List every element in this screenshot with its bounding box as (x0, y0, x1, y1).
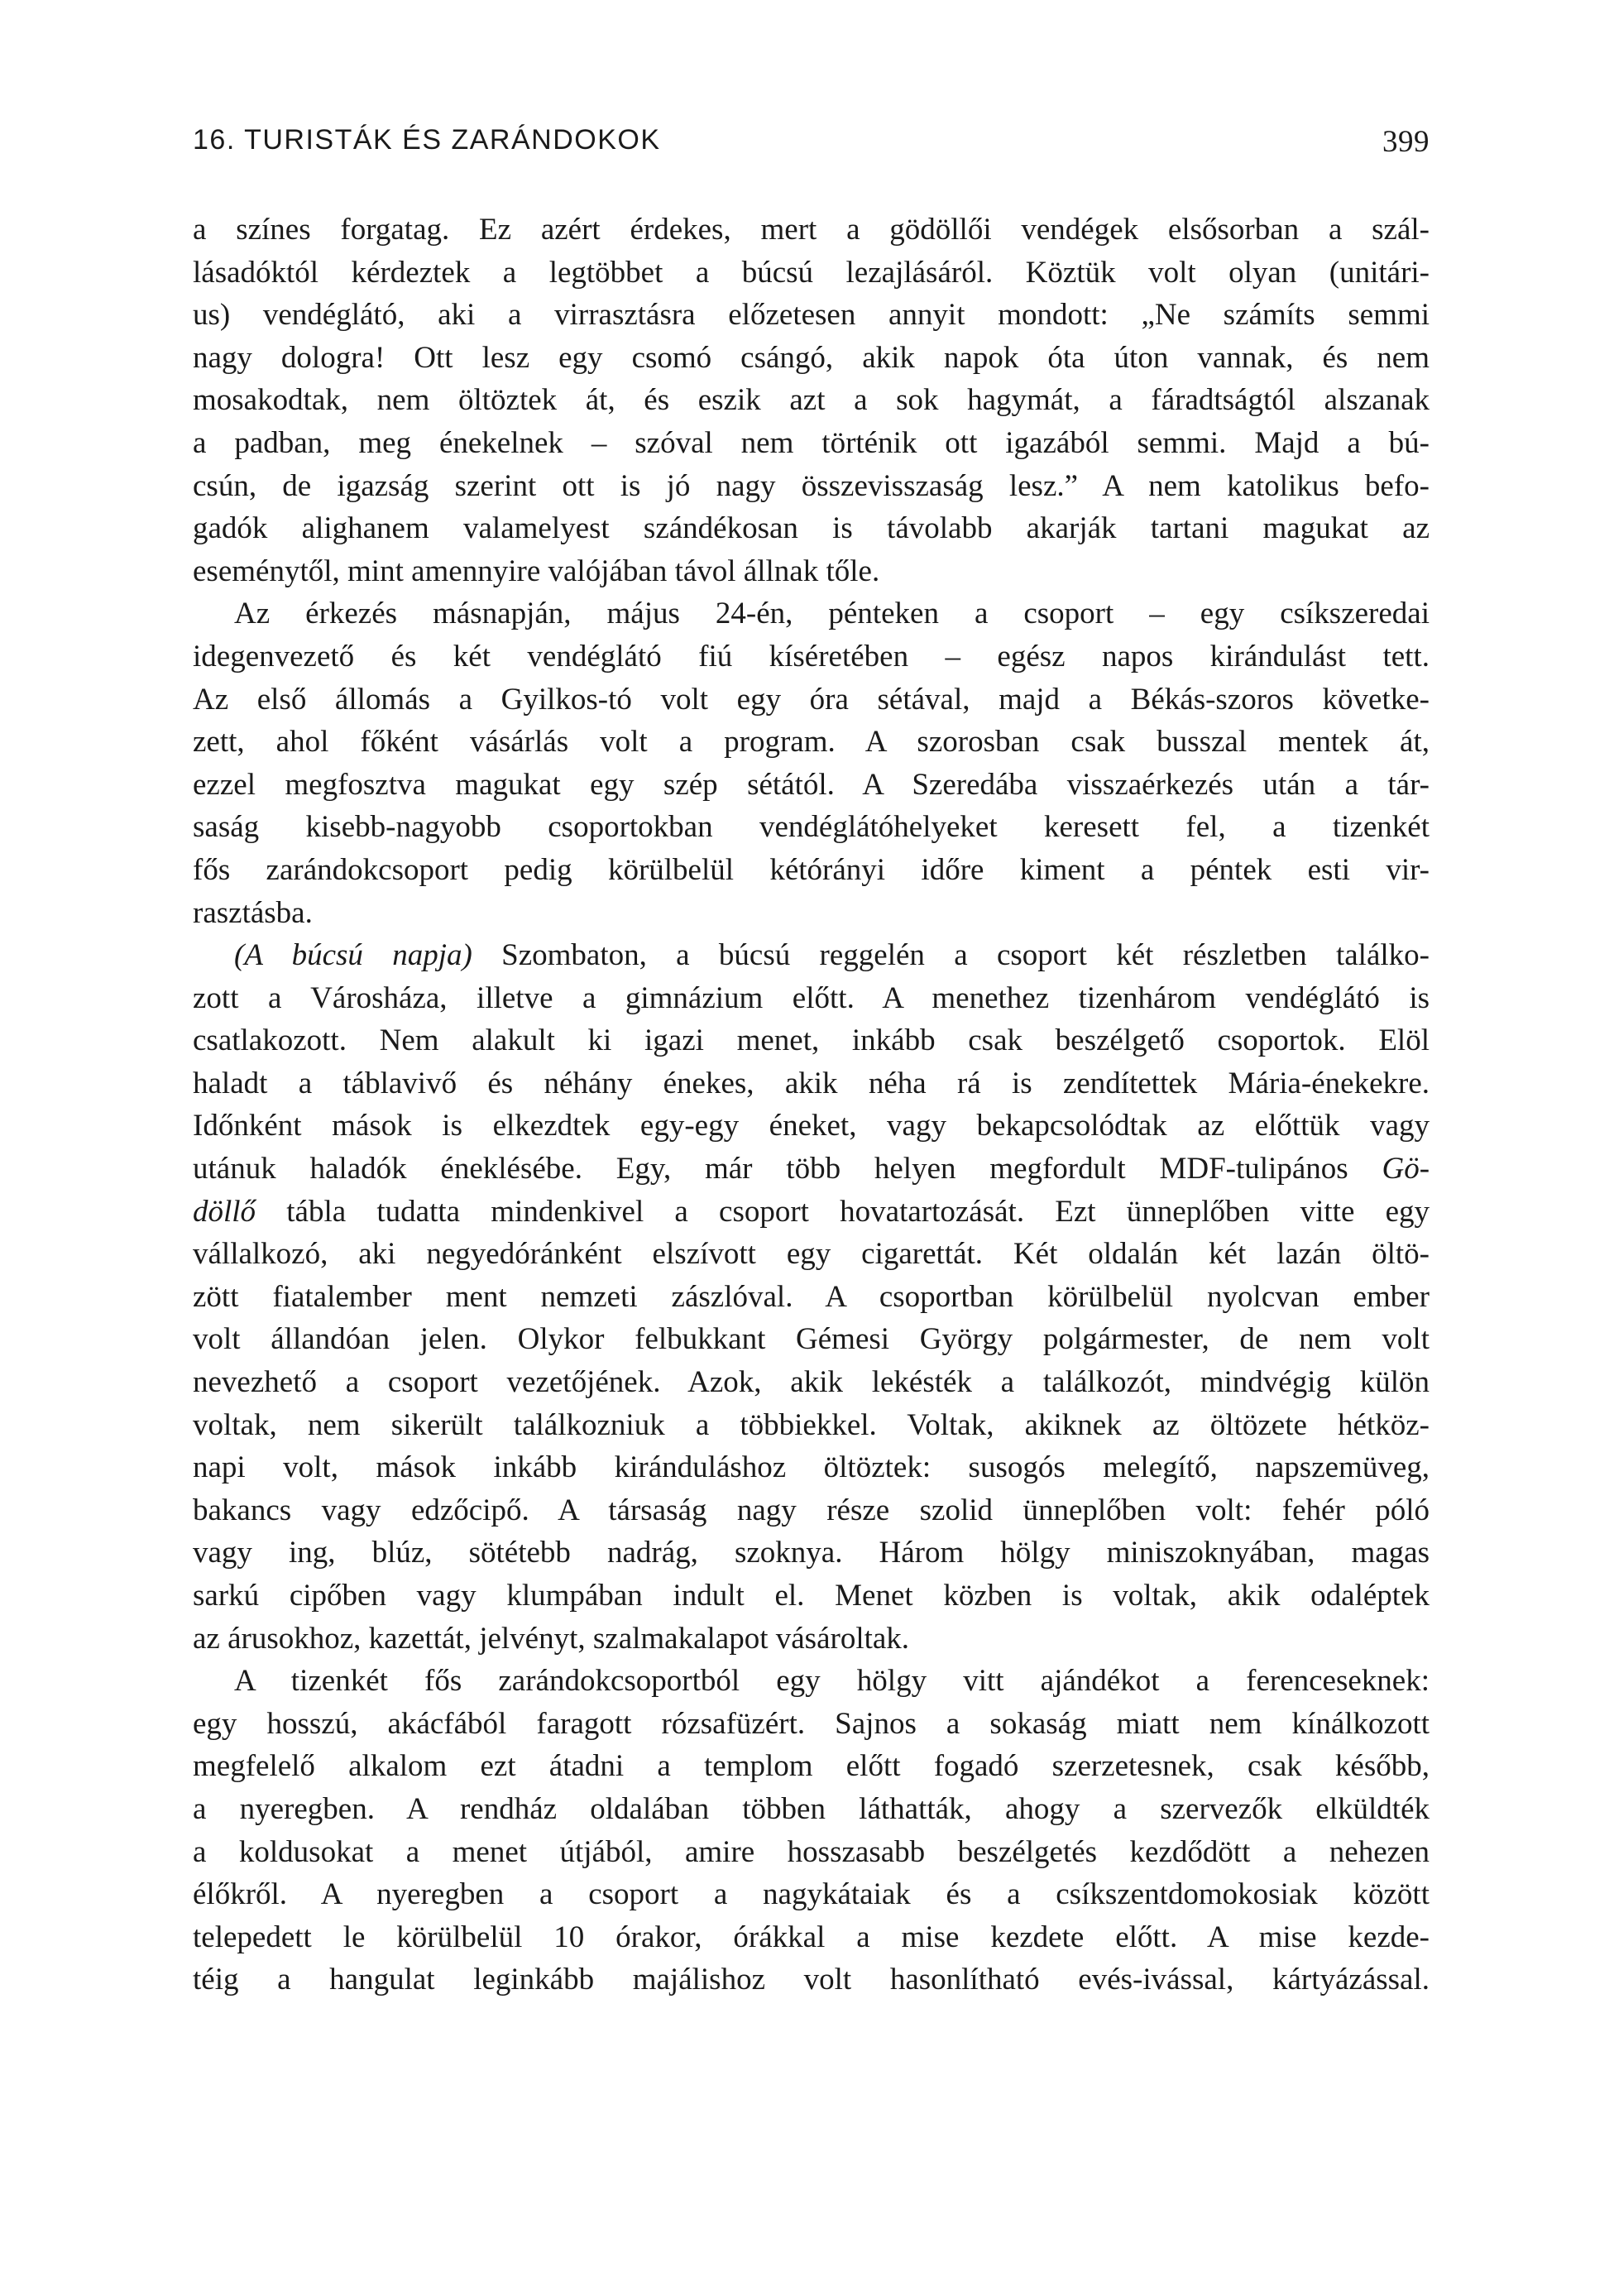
text-line (193, 1191, 1430, 1234)
text-line (193, 934, 1430, 977)
text-line: mosakodtak, nem öltöztek át, és eszik azt a sok hagymát, a fáradtságtól alszanak (193, 383, 1430, 418)
text-line: a nyeregben. A rendház oldalában többen láthatták, ahogy a szervezők elküldték (193, 1791, 1430, 1826)
text-line: csún, de igazság szerint ott is jó nagy összevisszaság lesz.” A nem katolikus befo- (193, 468, 1430, 503)
text-run: tábla tudatta mindenkivel a csoport hovatartozását. Ezt ünneplőben vitte egy (286, 1194, 1430, 1229)
paragraph (193, 934, 1430, 1660)
text-line: a koldusokat a menet útjából, amire hosszasabb beszélgetés kezdődött a nehezen (193, 1834, 1430, 1869)
text-line: Az első állomás a Gyilkos-tó volt egy óra sétával, majd a Békás-szoros követke- (193, 682, 1430, 717)
text-line (193, 1148, 1430, 1191)
text-line: rasztásba. (193, 895, 313, 930)
text-line: Az érkezés másnapján, május 24-én, pénteken a csoport – egy csíkszeredai (234, 597, 1430, 631)
text-line: nagy dologra! Ott lesz egy csomó csángó, akik napok óta úton vannak, és nem (193, 340, 1430, 375)
text-run: utánuk haladók éneklésébe. Egy, már több helyen megfordult MDF-tulipános (193, 1152, 1348, 1186)
running-header (193, 124, 1430, 165)
text-line: zott a Városháza, illetve a gimnázium előtt. A menethez tizenhárom vendéglátó is (193, 980, 1430, 1015)
text-line: élőkről. A nyeregben a csoport a nagykátaiak és a csíkszentdomokosiak között (193, 1877, 1430, 1912)
text-line: idegenvezető és két vendéglátó fiú kíséretében – egész napos kirándulást tett. (193, 639, 1430, 673)
text-line: us) vendéglátó, aki a virrasztásra előzetesen annyit mondott: „Ne számíts semmi (193, 298, 1430, 333)
body-text (193, 209, 1430, 2001)
text-line: napi volt, mások inkább kiránduláshoz öltöztek: susogós melegítő, napszemüveg, (193, 1450, 1430, 1485)
text-line: haladt a táblavivő és néhány énekes, akik néha rá is zendítettek Mária-énekekre. (193, 1066, 1430, 1100)
text-line: lásadóktól kérdeztek a legtöbbet a búcsú lezajlásáról. Köztük volt olyan (unitári- (193, 255, 1430, 290)
text-run: Szombaton, a búcsú reggelén a csoport két részletben találko- (501, 938, 1430, 973)
place-name-italic: Gö- (1382, 1152, 1430, 1186)
text-line: vállalkozó, aki negyedóránként elszívott egy cigarettát. Két oldalán két lazán öltö- (193, 1237, 1430, 1272)
text-line: voltak, nem sikerült találkozniuk a többiekkel. Voltak, akiknek az öltözete hétköz- (193, 1407, 1430, 1442)
chapter-title: 16. TURISTÁK ÉS ZARÁNDOKOK (193, 124, 661, 156)
text-line: a színes forgatag. Ez azért érdekes, mert a gödöllői vendégek elsősorban a szál- (193, 213, 1430, 247)
text-line: nevezhető a csoport vezetőjének. Azok, akik lekésték a találkozót, mindvégig külön (193, 1365, 1430, 1400)
text-line: egy hosszú, akácfából faragott rózsafüzért. Sajnos a sokaság miatt nem kínálkozott (193, 1706, 1430, 1741)
text-line: volt állandóan jelen. Olykor felbukkant Gémesi György polgármester, de nem volt (193, 1322, 1430, 1357)
paragraph (193, 1660, 1430, 2001)
section-label: (A búcsú napja) (234, 938, 472, 973)
paragraph (193, 592, 1430, 934)
text-line: Időnként mások is elkezdtek egy-egy éneket, vagy bekapcsolódtak az előttük vagy (193, 1109, 1430, 1143)
text-line: telepedett le körülbelül 10 órakor, órákkal a mise kezdete előtt. A mise kezde- (193, 1920, 1430, 1954)
text-line: eseménytől, mint amennyire valójában távol állnak tőle. (193, 554, 880, 588)
text-line: megfelelő alkalom ezt átadni a templom előtt fogadó szerzetesnek, csak később, (193, 1749, 1430, 1784)
text-line: az árusokhoz, kazettát, jelvényt, szalmakalapot vásároltak. (193, 1621, 910, 1656)
text-line: saság kisebb-nagyobb csoportokban vendéglátóhelyeket keresett fel, a tizenkét (193, 810, 1430, 845)
text-line: A tizenkét fős zarándokcsoportból egy hölgy vitt ajándékot a ferenceseknek: (234, 1664, 1430, 1699)
text-line: gadók alighanem valamelyest szándékosan is távolabb akarják tartani magukat az (193, 511, 1430, 546)
text-line: vagy ing, blúz, sötétebb nadrág, szoknya. Három hölgy miniszoknyában, magas (193, 1536, 1430, 1570)
text-line: ezzel megfosztva magukat egy szép sétától. A Szeredába visszaérkezés után a tár- (193, 767, 1430, 802)
text-line: zött fiatalember ment nemzeti zászlóval. A csoportban körülbelül nyolcvan ember (193, 1279, 1430, 1314)
text-line: csatlakozott. Nem alakult ki igazi menet, inkább csak beszélgető csoportok. Elöl (193, 1023, 1430, 1058)
text-line: zett, ahol főként vásárlás volt a program. A szorosban csak busszal mentek át, (193, 725, 1430, 760)
page-number: 399 (1382, 125, 1430, 159)
paragraph (193, 209, 1430, 592)
place-name-italic: döllő (193, 1194, 256, 1229)
text-line: fős zarándokcsoport pedig körülbelül kétórányi időre kiment a péntek esti vir- (193, 852, 1430, 887)
text-line: a padban, meg énekelnek – szóval nem történik ott igazából semmi. Majd a bú- (193, 425, 1430, 460)
text-line: sarkú cipőben vagy klumpában indult el. Menet közben is voltak, akik odaléptek (193, 1579, 1430, 1613)
text-line: téig a hangulat leginkább majálishoz volt hasonlítható evés-ivással, kártyázással. (193, 1963, 1430, 1997)
text-line: bakancs vagy edzőcipő. A társaság nagy része szolid ünneplőben volt: fehér póló (193, 1493, 1430, 1527)
